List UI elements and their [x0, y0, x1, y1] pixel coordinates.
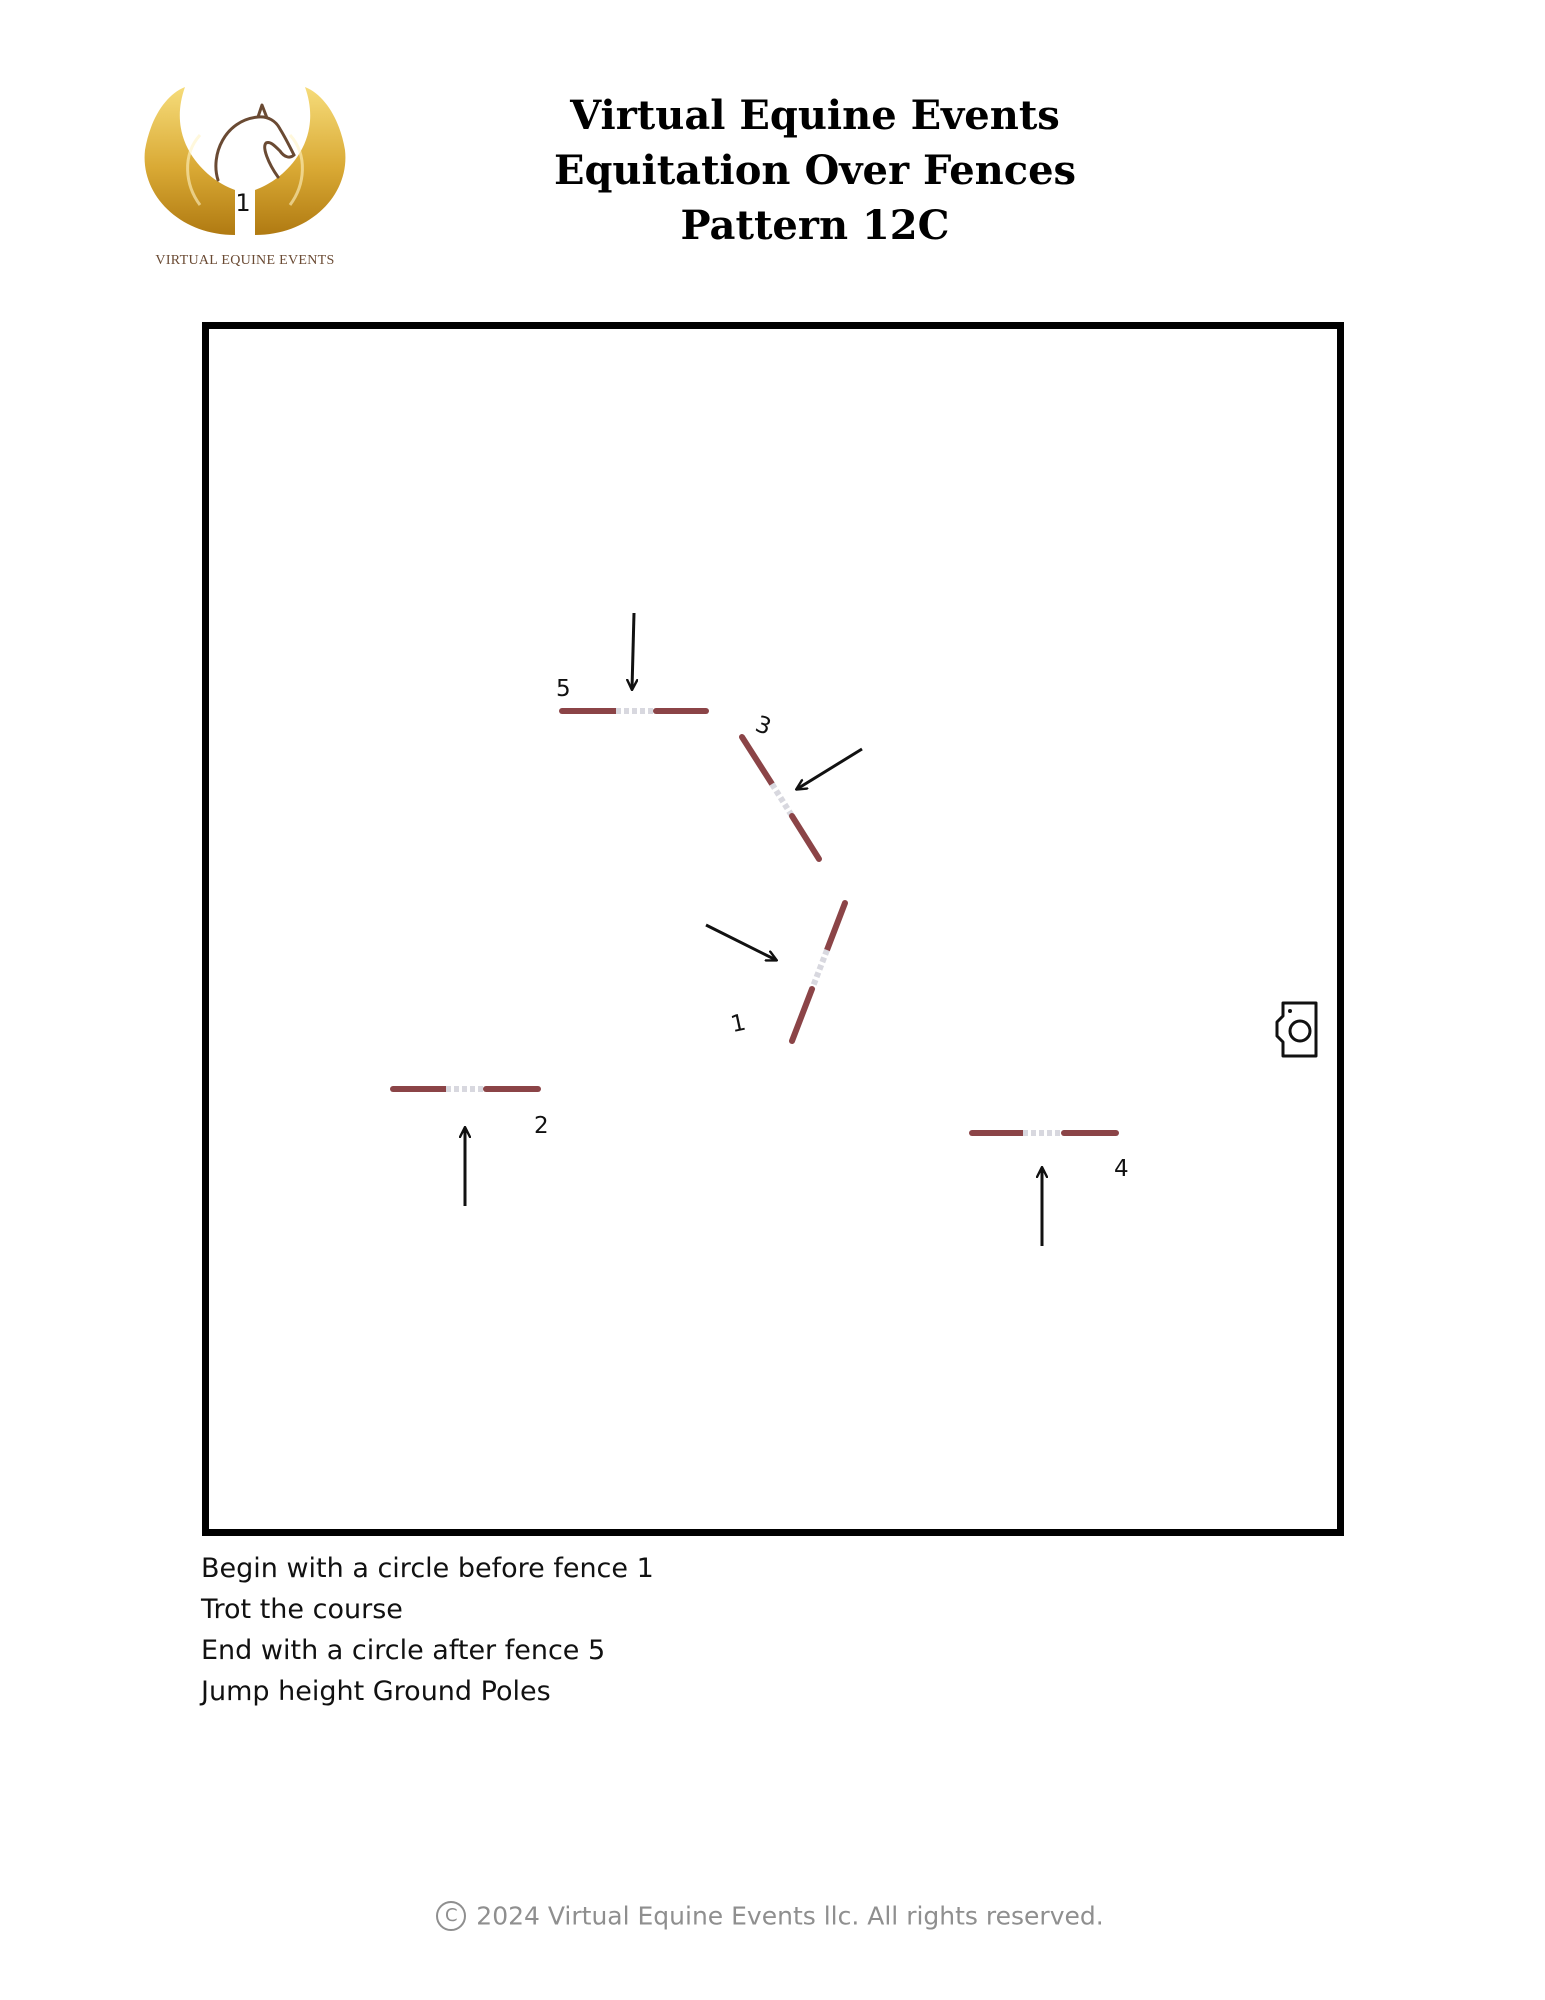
fence-5-direction-arrow — [632, 613, 634, 689]
fence-3-direction-arrow — [797, 749, 862, 789]
instruction-line-4: Jump height Ground Poles — [201, 1676, 551, 1707]
instruction-line-1: Begin with a circle before fence 1 — [201, 1553, 654, 1584]
logo-caption: VIRTUAL EQUINE EVENTS — [155, 253, 335, 268]
fence-4-label: 4 — [1114, 1156, 1129, 1182]
fence-1 — [792, 903, 845, 1041]
fence-3-pole-center — [772, 784, 792, 816]
fence-1-direction-arrow — [706, 925, 776, 960]
footer — [420, 1900, 1120, 1931]
fence-3-pole-left — [742, 737, 772, 784]
instruction-line-3: End with a circle after fence 5 — [201, 1635, 606, 1666]
fence-3 — [742, 737, 819, 859]
emblem-number: 1 — [235, 189, 251, 217]
fence-1-pole-bottom — [792, 989, 812, 1041]
fence-1-pole-center — [812, 950, 827, 989]
fence-5-label: 5 — [556, 676, 571, 702]
title-line-2: Equitation Over Fences — [553, 147, 1077, 194]
title-line-3: Pattern 12C — [680, 202, 950, 249]
fence-3-label: 3 — [751, 711, 775, 741]
fence-2-label: 2 — [534, 1113, 549, 1139]
camera-icon — [1277, 1003, 1316, 1056]
copyright-text: 2024 Virtual Equine Events llc. All rights reserved. — [476, 1901, 1104, 1931]
fence-3-pole-right — [792, 816, 819, 859]
copyright-icon: C — [436, 1901, 466, 1931]
instructions — [201, 1548, 1101, 1712]
title-line-1: Virtual Equine Events — [570, 92, 1060, 139]
fence-1-label: 1 — [728, 1009, 749, 1039]
instruction-line-2: Trot the course — [201, 1594, 403, 1625]
fence-1-pole-top — [827, 903, 845, 950]
